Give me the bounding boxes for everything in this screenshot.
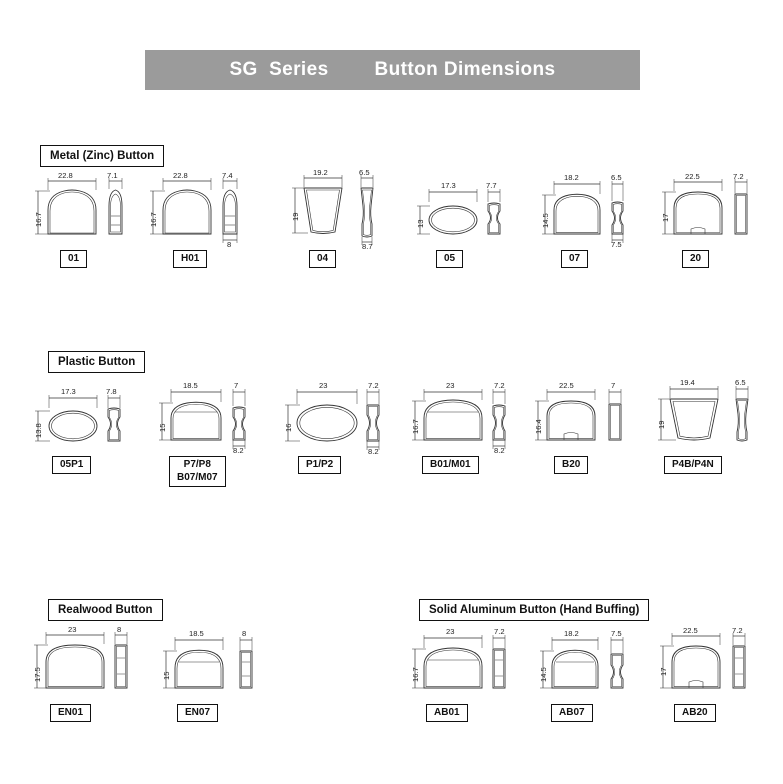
dim-width-b01m01: 23 — [446, 381, 455, 390]
code-sublabel-p7p8: B07/M07 — [177, 472, 218, 483]
dim-height-b01m01: 16.7 — [411, 419, 420, 434]
button-item-01 — [20, 170, 135, 264]
code-label-01: 01 — [68, 253, 80, 264]
button-item-p4bp4n — [648, 372, 768, 470]
dim-extra-p7p8: 8.2 — [233, 446, 244, 455]
dim-side-width-h01: 7.4 — [222, 171, 233, 180]
dim-width-p4bp4n: 19.4 — [680, 378, 695, 387]
button-item-ab20 — [648, 624, 768, 718]
dim-height-b20: 16.4 — [534, 419, 543, 434]
code-label-05: 05 — [444, 253, 456, 264]
dim-height-ab20: 17 — [659, 667, 668, 676]
button-drawing-05p1 — [20, 376, 135, 454]
dim-side-width-ab01: 7.2 — [494, 627, 505, 636]
dim-width-ab07: 18.2 — [564, 629, 579, 638]
page-title-series: SG Series — [229, 59, 329, 80]
button-item-ab07 — [523, 624, 643, 718]
button-item-05p1 — [20, 376, 135, 470]
button-item-07 — [525, 170, 640, 264]
code-label-b20: B20 — [562, 459, 581, 470]
dim-side-width-05p1: 7.8 — [106, 387, 117, 396]
button-drawing-07 — [525, 170, 640, 248]
dim-side-width-05: 7.7 — [486, 181, 497, 190]
button-item-ab01 — [398, 624, 518, 718]
dim-side-width-b01m01: 7.2 — [494, 381, 505, 390]
page-title-subject: Button Dimensions — [374, 59, 556, 80]
button-item-en07 — [145, 624, 265, 718]
button-drawing-01 — [20, 170, 135, 248]
code-box-p4bp4n — [664, 456, 722, 474]
dim-width-ab20: 22.5 — [683, 626, 698, 635]
button-drawing-en01 — [20, 624, 140, 702]
code-box-ab20 — [674, 704, 716, 722]
button-drawing-20 — [650, 170, 765, 248]
page-title-banner — [145, 50, 640, 90]
dim-width-05p1: 17.3 — [61, 387, 76, 396]
code-box-01 — [60, 250, 87, 268]
button-drawing-ab07 — [523, 624, 643, 702]
dim-height-p7p8: 15 — [158, 423, 167, 432]
dim-width-p7p8: 18.5 — [183, 381, 198, 390]
button-drawing-b01m01 — [398, 376, 518, 454]
section-header-realwood — [48, 599, 163, 621]
code-box-05p1 — [52, 456, 91, 474]
dim-width-05: 17.3 — [441, 181, 456, 190]
dim-side-width-p7p8: 7 — [234, 381, 239, 390]
button-drawing-ab01 — [398, 624, 518, 702]
dim-width-b20: 22.5 — [559, 381, 574, 390]
dim-side-width-07: 6.5 — [611, 173, 622, 182]
button-drawing-05 — [400, 170, 515, 248]
dim-height-07: 14.5 — [541, 213, 550, 228]
button-drawing-04 — [275, 166, 390, 251]
code-label-05p1: 05P1 — [60, 459, 84, 470]
dim-side-width-b20: 7 — [611, 381, 616, 390]
code-box-ab01 — [426, 704, 468, 722]
code-box-en07 — [177, 704, 218, 722]
code-box-b01m01 — [422, 456, 479, 474]
code-box-p7p8 — [169, 456, 226, 487]
code-label-p7p8: P7/P8 — [183, 459, 211, 470]
code-box-20 — [682, 250, 709, 268]
button-item-h01 — [135, 170, 250, 264]
dim-extra-b01m01: 8.2 — [494, 446, 505, 455]
code-label-ab20: AB20 — [682, 707, 708, 718]
button-item-p1p2 — [272, 376, 392, 470]
button-item-b20 — [523, 376, 638, 470]
dim-side-width-04: 6.5 — [359, 168, 370, 177]
button-drawing-p1p2 — [272, 376, 392, 454]
section-header-realwood-label: Realwood Button — [58, 604, 153, 616]
code-box-h01 — [173, 250, 207, 268]
dim-width-h01: 22.8 — [173, 171, 188, 180]
code-box-ab07 — [551, 704, 593, 722]
dim-side-width-en07: 8 — [242, 629, 247, 638]
dim-height-04: 19 — [291, 212, 300, 221]
dim-extra-04: 8.7 — [362, 242, 373, 251]
code-label-p4bp4n: P4B/P4N — [672, 459, 714, 470]
button-item-p7p8 — [145, 376, 260, 483]
code-label-ab07: AB07 — [559, 707, 585, 718]
button-item-en01 — [20, 624, 140, 718]
dim-height-h01: 16.7 — [149, 212, 158, 227]
dim-side-width-ab20: 7.2 — [732, 626, 743, 635]
button-drawing-h01 — [135, 170, 250, 248]
section-header-metal-label: Metal (Zinc) Button — [50, 150, 155, 162]
dim-side-width-20: 7.2 — [733, 172, 744, 181]
section-header-plastic — [48, 351, 145, 373]
dim-height-en01: 17.5 — [33, 667, 42, 682]
code-label-en01: EN01 — [58, 707, 84, 718]
dim-width-en01: 23 — [68, 625, 77, 634]
dim-width-07: 18.2 — [564, 173, 579, 182]
dim-side-width-01: 7.1 — [107, 171, 118, 180]
code-label-en07: EN07 — [185, 707, 211, 718]
button-item-04 — [275, 166, 390, 264]
section-header-aluminum — [419, 599, 649, 621]
code-label-04: 04 — [317, 253, 329, 264]
code-box-07 — [561, 250, 588, 268]
button-drawing-ab20 — [648, 624, 768, 702]
button-item-20 — [650, 170, 765, 264]
button-item-05 — [400, 170, 515, 264]
code-box-b20 — [554, 456, 588, 474]
code-label-20: 20 — [690, 253, 702, 264]
code-box-05 — [436, 250, 463, 268]
button-drawing-en07 — [145, 624, 265, 702]
dim-width-ab01: 23 — [446, 627, 455, 636]
dim-side-width-p1p2: 7.2 — [368, 381, 379, 390]
dim-width-20: 22.5 — [685, 172, 700, 181]
dim-height-p4bp4n: 19 — [657, 420, 666, 429]
dim-side-width-en01: 8 — [117, 625, 122, 634]
section-header-plastic-label: Plastic Button — [58, 356, 136, 368]
dim-extra-p1p2: 8.2 — [368, 447, 379, 456]
code-label-ab01: AB01 — [434, 707, 460, 718]
dim-height-05p1: 13.8 — [34, 423, 43, 438]
code-box-p1p2 — [298, 456, 341, 474]
button-item-b01m01 — [398, 376, 518, 470]
dim-height-20: 17 — [661, 213, 670, 222]
dim-height-01: 16.7 — [34, 212, 43, 227]
code-box-en01 — [50, 704, 91, 722]
dim-extra-h01: 8 — [227, 240, 232, 249]
button-drawing-b20 — [523, 376, 638, 454]
button-drawing-p7p8 — [145, 376, 260, 454]
dim-extra-07: 7.5 — [611, 240, 622, 249]
dim-height-05: 13 — [416, 219, 425, 228]
dim-side-width-p4bp4n: 6.5 — [735, 378, 746, 387]
dim-height-en07: 15 — [162, 671, 171, 680]
dim-height-p1p2: 16 — [284, 423, 293, 432]
dim-width-en07: 18.5 — [189, 629, 204, 638]
dim-width-01: 22.8 — [58, 171, 73, 180]
code-box-04 — [309, 250, 336, 268]
dim-width-p1p2: 23 — [319, 381, 328, 390]
button-drawing-p4bp4n — [648, 372, 768, 450]
code-label-h01: H01 — [181, 253, 200, 264]
section-header-metal — [40, 145, 164, 167]
dim-height-ab01: 16.7 — [411, 667, 420, 682]
dim-height-ab07: 14.5 — [539, 667, 548, 682]
section-header-aluminum-label: Solid Aluminum Button (Hand Buffing) — [429, 604, 640, 616]
code-label-07: 07 — [569, 253, 581, 264]
dim-width-04: 19.2 — [313, 168, 328, 177]
dim-side-width-ab07: 7.5 — [611, 629, 622, 638]
code-label-b01m01: B01/M01 — [430, 459, 471, 470]
code-label-p1p2: P1/P2 — [306, 459, 334, 470]
